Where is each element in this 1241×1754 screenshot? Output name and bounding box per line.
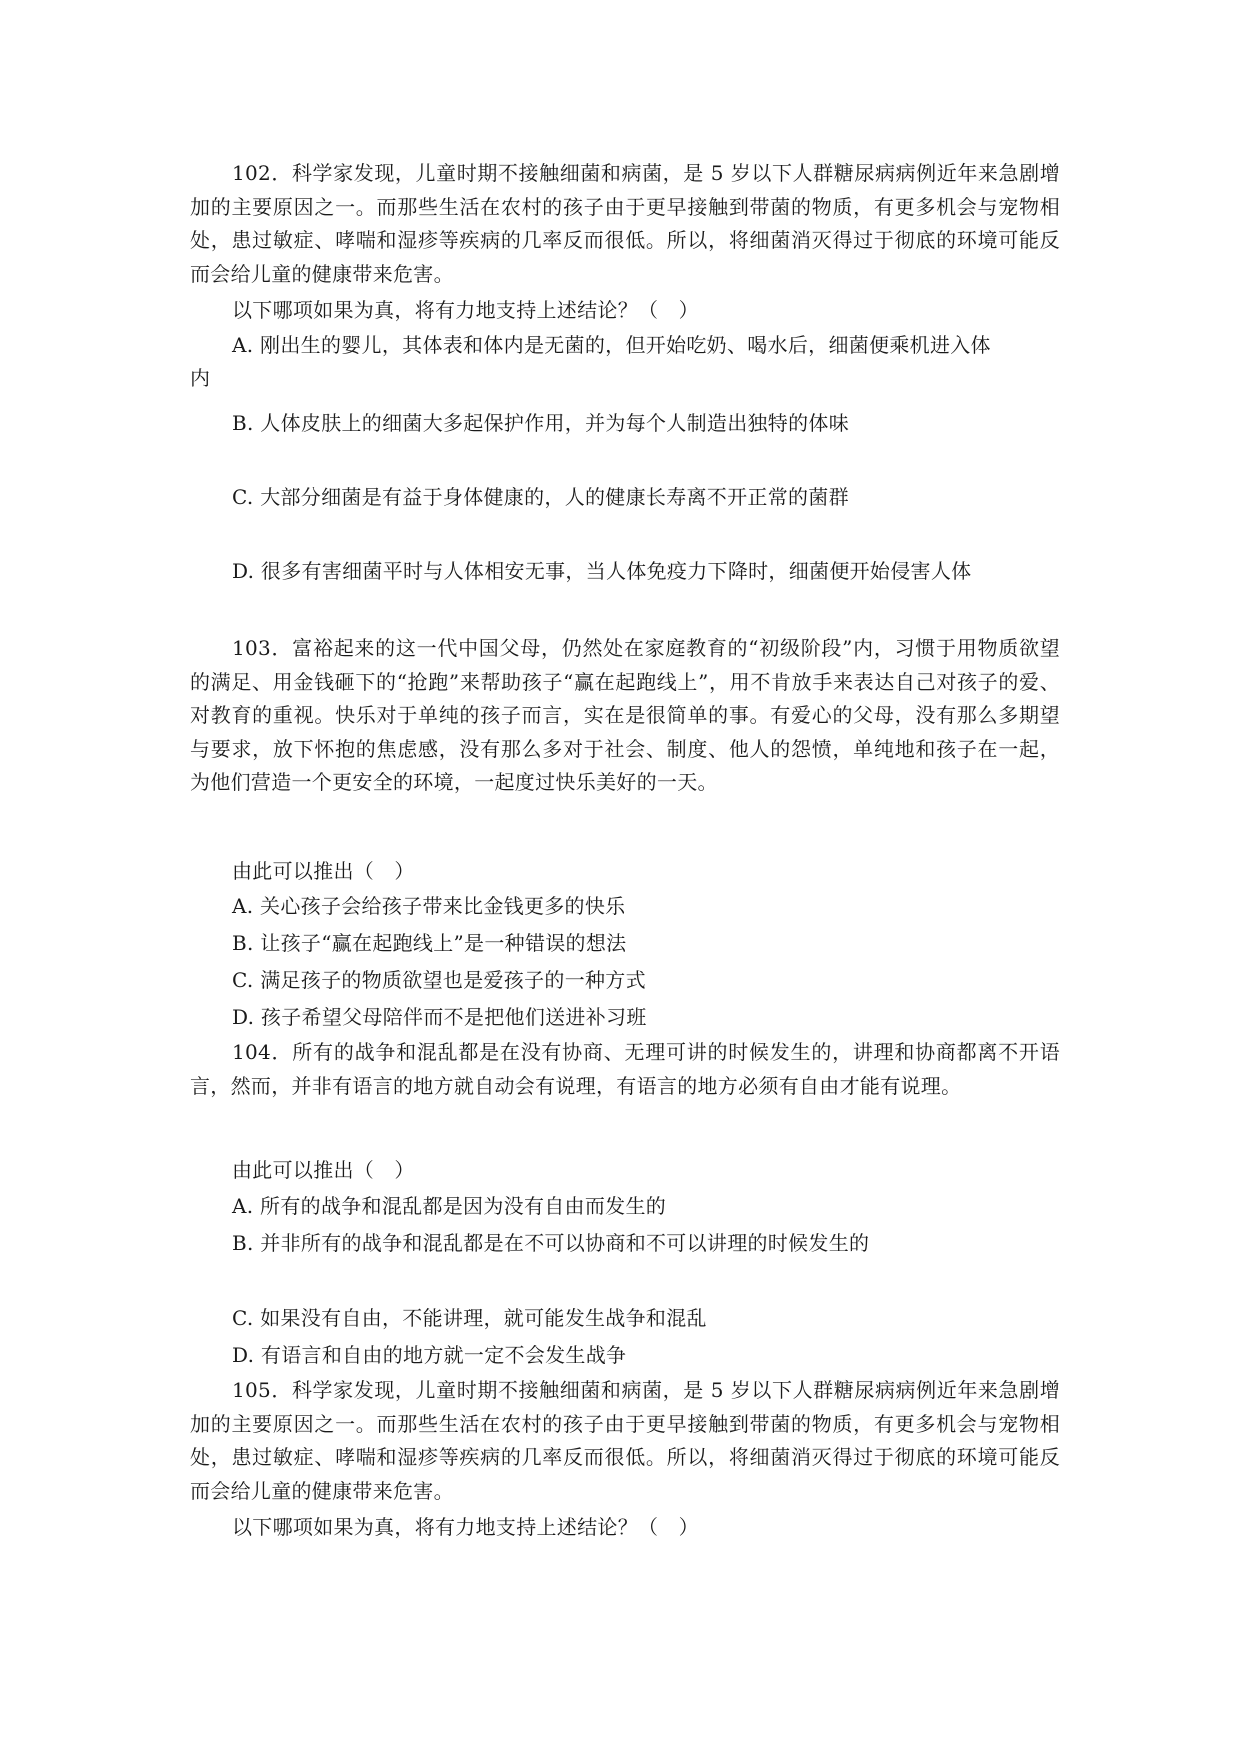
q103-option-b: B. 让孩子“赢在起跑线上”是一种错误的想法: [232, 931, 627, 955]
q102-option-c: C. 大部分细菌是有益于身体健康的，人的健康长寿离不开正常的菌群: [232, 485, 849, 509]
q102-option-a: A. 刚出生的婴儿，其体表和体内是无菌的，但开始吃奶、喝水后，细菌便乘机进入体: [232, 333, 991, 357]
q103-option-a: A. 关心孩子会给孩子带来比金钱更多的快乐: [232, 894, 626, 918]
q105-stem: 105．科学家发现，儿童时期不接触细菌和病菌，是 5 岁以下人群糖尿病病例近年来急剧增加的主要原因之一。而那些生活在农村的孩子由于更早接触到带菌的物质，有更多机会与宠物相处，患过敏症、哮喘和湿疹等疾病的几率反而很低。所以，将细菌消灭得过于彻底的环境可能反而会给儿童的健康带来危害。: [190, 1378, 1060, 1503]
q102-option-d: D. 很多有害细菌平时与人体相安无事，当人体免疫力下降时，细菌便开始侵害人体: [232, 559, 972, 583]
q103-question: 由此可以推出（ ）: [232, 859, 415, 883]
q103-option-d: D. 孩子希望父母陪伴而不是把他们送进补习班: [232, 1005, 647, 1029]
q102-question: 以下哪项如果为真，将有力地支持上述结论？（ ）: [232, 298, 699, 322]
q104-question: 由此可以推出（ ）: [232, 1158, 415, 1182]
q103-option-c: C. 满足孩子的物质欲望也是爱孩子的一种方式: [232, 968, 646, 992]
q104-stem: 104．所有的战争和混乱都是在没有协商、无理可讲的时候发生的，讲理和协商都离不开语言，然而，并非有语言的地方就自动会有说理，有语言的地方必须有自由才能有说理。: [190, 1040, 1060, 1098]
q104-option-d: D. 有语言和自由的地方就一定不会发生战争: [232, 1343, 627, 1367]
q102-option-b: B. 人体皮肤上的细菌大多起保护作用，并为每个人制造出独特的体味: [232, 411, 850, 435]
q102-stem: 102．科学家发现，儿童时期不接触细菌和病菌，是 5 岁以下人群糖尿病病例近年来急剧增加的主要原因之一。而那些生活在农村的孩子由于更早接触到带菌的物质，有更多机会与宠物相处，患过敏症、哮喘和湿疹等疾病的几率反而很低。所以，将细菌消灭得过于彻底的环境可能反而会给儿童的健康带来危害。: [190, 161, 1060, 286]
q105-question: 以下哪项如果为真，将有力地支持上述结论？（ ）: [232, 1515, 699, 1539]
q104-option-a: A. 所有的战争和混乱都是因为没有自由而发生的: [232, 1194, 667, 1218]
q102-option-a-continued: 内: [190, 366, 211, 390]
q104-option-b: B. 并非所有的战争和混乱都是在不可以协商和不可以讲理的时候发生的: [232, 1231, 870, 1255]
q104-option-c: C. 如果没有自由，不能讲理，就可能发生战争和混乱: [232, 1306, 707, 1330]
q103-stem: 103．富裕起来的这一代中国父母，仍然处在家庭教育的“初级阶段”内，习惯于用物质欲望的满足、用金钱砸下的“抢跑”来帮助孩子“赢在起跑线上”，用不肯放手来表达自己对孩子的爱、对教育的重视。快乐对于单纯的孩子而言，实在是很简单的事。有爱心的父母，没有那么多期望与要求，放下怀抱的焦虑感，没有那么多对于社会、制度、他人的怨愤，单纯地和孩子在一起，为他们营造一个更安全的环境，一起度过快乐美好的一天。: [190, 636, 1060, 794]
